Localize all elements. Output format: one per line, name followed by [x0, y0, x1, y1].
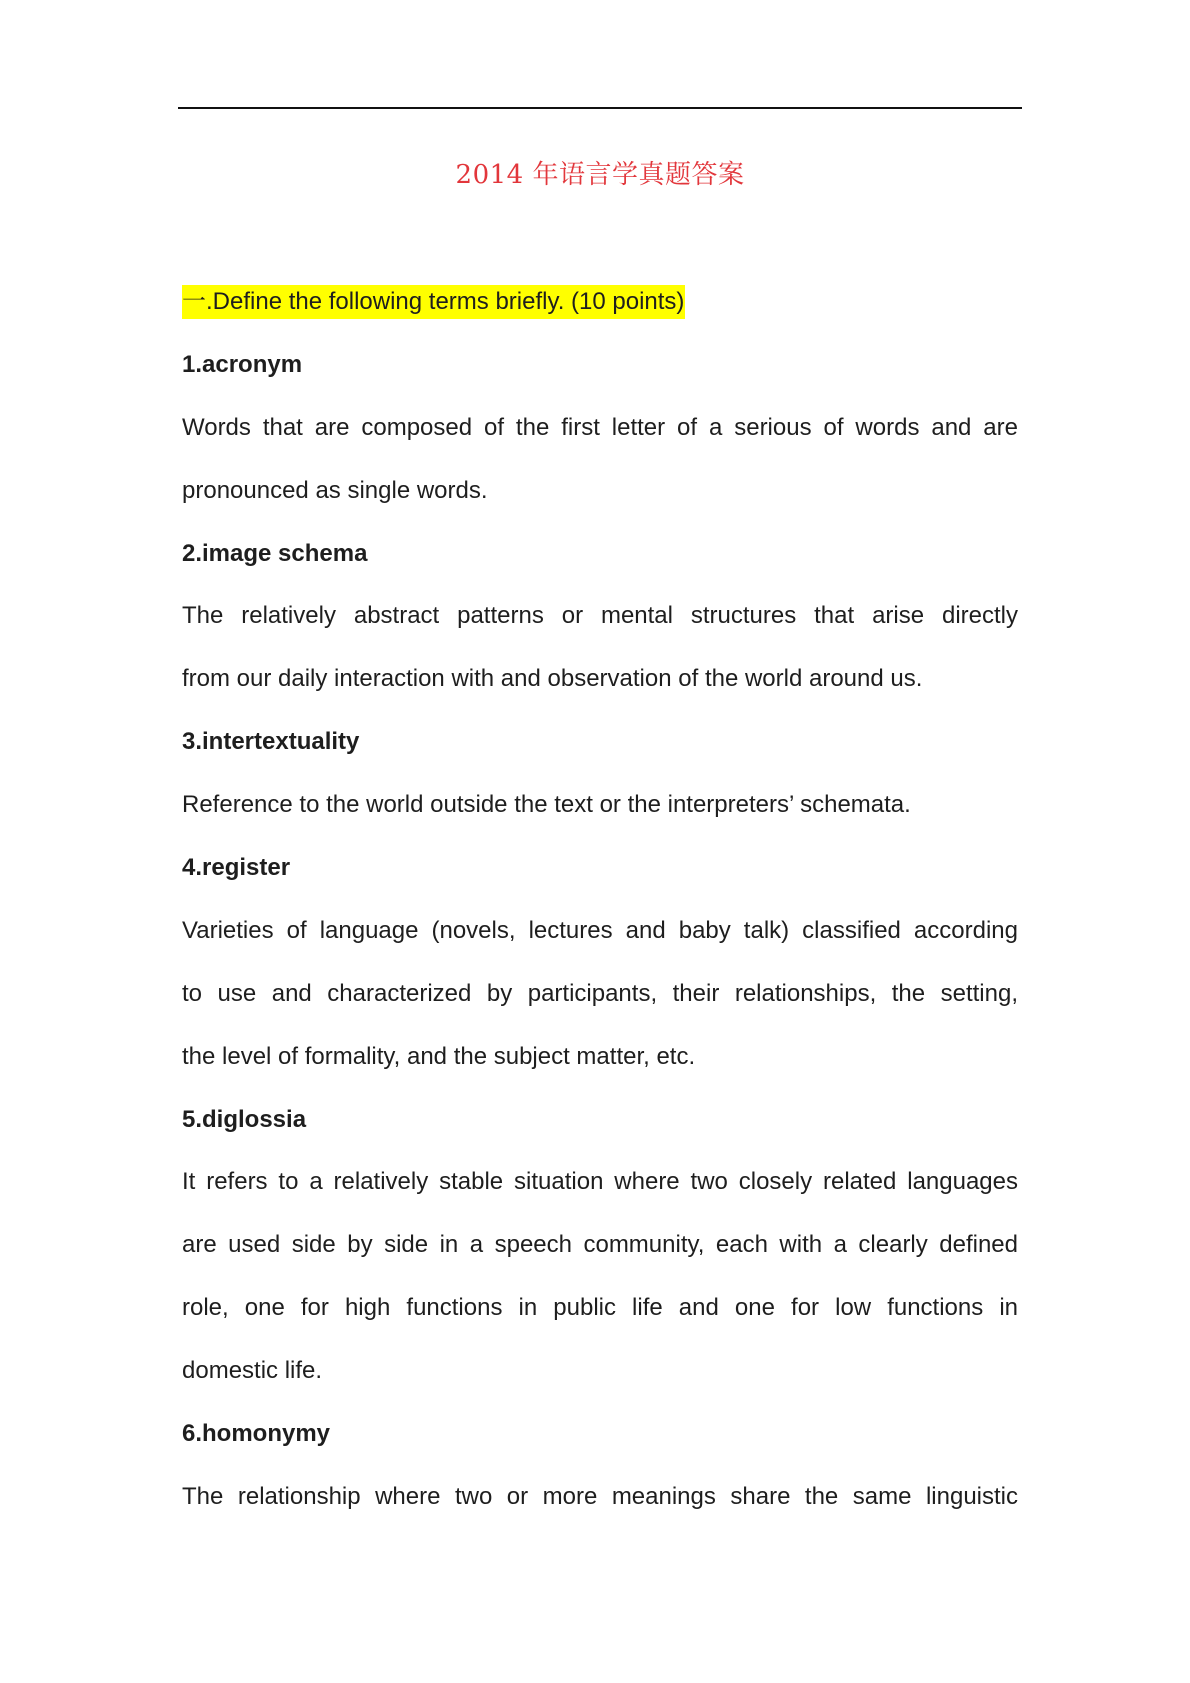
definition-line: to use and characterized by participants, their relationships, the setting, [182, 979, 1018, 1007]
definition-line: Words that are composed of the first letter of a serious of words and are [182, 413, 1018, 441]
section-heading: 一.Define the following terms briefly. (10 points) [182, 285, 685, 319]
definition-line: domestic life. [182, 1357, 323, 1385]
definition-line: It refers to a relatively stable situation where two closely related languages [182, 1168, 1018, 1196]
term-heading: 4.register [182, 854, 291, 882]
definition-line: Varieties of language (novels, lectures and baby talk) classified according [182, 916, 1018, 944]
top-rule [178, 107, 1022, 109]
definition-line: pronounced as single words. [182, 476, 488, 504]
definition-line: from our daily interaction with and observation of the world around us. [182, 665, 923, 693]
definition-line: Reference to the world outside the text or the interpreters’ schemata. [182, 791, 911, 819]
term-heading: 5.diglossia [182, 1105, 307, 1133]
term-heading: 3.intertextuality [182, 728, 360, 756]
definition-line: are used side by side in a speech community, each with a clearly defined [182, 1231, 1018, 1259]
term-heading: 1.acronym [182, 350, 303, 378]
definition-line: the level of formality, and the subject matter, etc. [182, 1042, 696, 1070]
definition-line: role, one for high functions in public life and one for low functions in [182, 1294, 1018, 1322]
document-title: 2014 年语言学真题答案 [455, 160, 745, 190]
section-heading-row [182, 271, 1018, 334]
document-body [182, 271, 1018, 1529]
term-heading: 2.image schema [182, 539, 368, 567]
definition-line: The relationship where two or more meanings share the same linguistic [182, 1482, 1018, 1510]
term-heading: 6.homonymy [182, 1420, 331, 1448]
definition-line: The relatively abstract patterns or mental structures that arise directly [182, 602, 1018, 630]
